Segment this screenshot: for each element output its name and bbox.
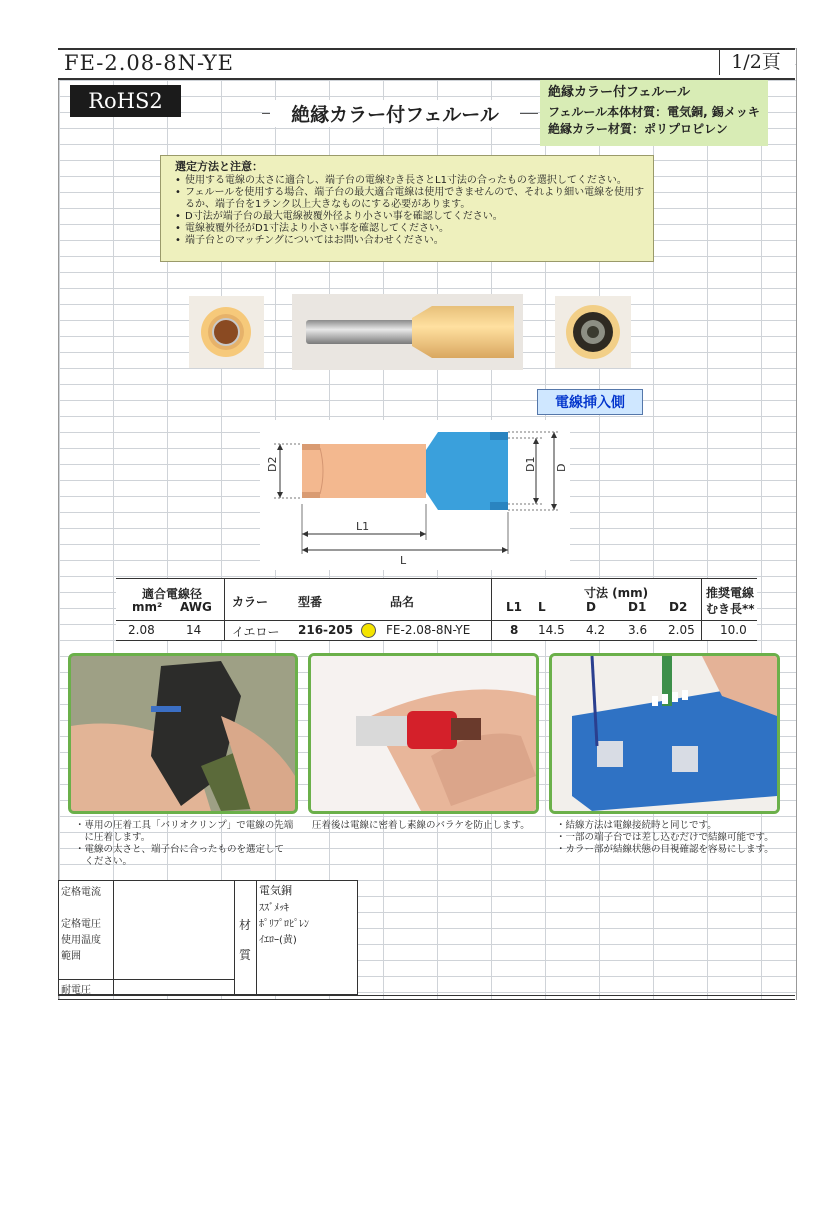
caption-line: ・カラー部が結線状態の目視確認を容易にします。 (556, 844, 774, 855)
insulation-collar-shape (426, 432, 508, 510)
material-row: ﾎﾟﾘﾌﾟﾛﾋﾟﾚﾝ (259, 919, 309, 930)
d-label: D (555, 463, 568, 472)
caption-crimped (312, 820, 548, 832)
row-l1: 8 (510, 623, 519, 637)
row-d: 4.2 (586, 623, 606, 637)
header-awg: AWG (180, 600, 212, 614)
note-item: • 端子台とのマッチングについてはお問い合わせください。 (185, 235, 645, 247)
spec-table (116, 578, 757, 641)
rated-voltage-label: 定格電圧 (61, 919, 101, 930)
rohs-badge: RoHS2 (70, 85, 181, 117)
material-heading: 絶縁カラー付フェルール (548, 85, 691, 100)
material-row: 電気銅 (259, 884, 292, 897)
note-item: • フェルールを使用する場合、端子台の最大適合電線は使用できませんので、それより細い電線を使用するか、端子台を1ランク以上大きなものにする必要があります。 (185, 187, 645, 211)
page-number: 1/2頁 (719, 50, 792, 75)
header-d1: D1 (628, 600, 647, 614)
material-label-1: 材 (239, 918, 252, 932)
temperature-range-label: 範囲 (61, 951, 81, 962)
header-product: 品名 (390, 595, 415, 609)
caption-crimping (75, 820, 305, 868)
document-title: 絶縁カラー付フェルール (270, 100, 520, 127)
header-d2: D2 (669, 600, 688, 614)
sheet-bottom-border (58, 995, 795, 1000)
note-item: • D寸法が端子台の最大電線被覆外径より小さい事を確認してください。 (185, 211, 645, 223)
d1-label: D1 (524, 456, 537, 472)
withstand-voltage-label: 耐電圧 (61, 985, 91, 996)
header-model: 型番 (298, 595, 323, 609)
row-color: イエロー (232, 625, 280, 639)
header-d: D (586, 600, 596, 614)
row-d2: 2.05 (668, 623, 695, 637)
caption-line: ・結線方法は電線接続時と同じです。 (556, 820, 717, 831)
row-l: 14.5 (538, 623, 565, 637)
d2-label: D2 (266, 456, 279, 472)
l-label: L (400, 554, 407, 567)
header-color: カラー (232, 595, 269, 609)
material-collar: 絶縁カラー材質：ポリプロピレン (548, 122, 728, 136)
row-awg: 14 (186, 623, 202, 637)
header-wire-size: 適合電線径 (142, 587, 203, 601)
crimped-ferrule-photo (308, 653, 539, 814)
material-box (540, 80, 768, 146)
header-strip-length-2: むき長** (706, 602, 755, 616)
row-strip-length: 10.0 (720, 623, 747, 637)
material-row: ｲｴﾛｰ(黄) (259, 935, 297, 946)
yellow-color-swatch (361, 623, 376, 638)
row-d1: 3.6 (628, 623, 648, 637)
ferrule-side-photo (292, 294, 523, 370)
header-l: L (538, 600, 546, 614)
temperature-label: 使用温度 (61, 935, 101, 946)
caption-line: 圧着後は電線に密着し素線のバラケを防止します。 (312, 820, 530, 831)
l1-label: L1 (356, 520, 370, 533)
notes-heading: 選定方法と注意： (175, 160, 263, 173)
material-label-2: 質 (239, 948, 252, 962)
ratings-table (58, 880, 358, 995)
caption-terminal (556, 820, 791, 856)
material-row: ｽｽﾞﾒｯｷ (259, 903, 289, 914)
row-mm2: 2.08 (128, 623, 155, 637)
ferrule-rear-photo (555, 296, 631, 368)
crimping-tool-photo (68, 653, 298, 814)
selection-notes (160, 155, 654, 262)
caption-line: ください。 (75, 856, 133, 867)
row-product: FE-2.08-8N-YE (386, 623, 471, 637)
caption-line: ・一部の端子台では差し込むだけで結線可能です。 (556, 832, 774, 843)
dimension-diagram (260, 420, 570, 570)
caption-line: に圧着します。 (75, 832, 151, 843)
terminal-block-photo (549, 653, 780, 814)
row-model: 216-205 (298, 623, 354, 637)
ferrule-front-photo (189, 296, 264, 368)
header-l1: L1 (506, 600, 522, 614)
note-item: • 電線被覆外径がD1寸法より小さい事を確認してください。 (185, 223, 645, 235)
wire-insert-side-label: 電線挿入側 (537, 389, 643, 415)
rated-current-label: 定格電流 (61, 887, 101, 898)
header-dimensions: 寸法 (mm) (584, 586, 649, 600)
note-item: • 使用する電線の太さに適合し、端子台の電線むき長さとL1寸法の合ったものを選択してください。 (185, 175, 645, 187)
caption-line: ・専用の圧着工具「バリオクリンプ」で電線の先端 (75, 820, 294, 831)
header-mm2: mm² (132, 600, 163, 614)
caption-line: ・電線の太さと、端子台に合ったものを選定して (75, 844, 285, 855)
header-strip-length: 推奨電線 (706, 586, 755, 600)
part-code-title: FE-2.08-8N-YE (64, 51, 234, 75)
material-body: フェルール本体材質：電気銅, 錫メッキ (548, 105, 760, 119)
